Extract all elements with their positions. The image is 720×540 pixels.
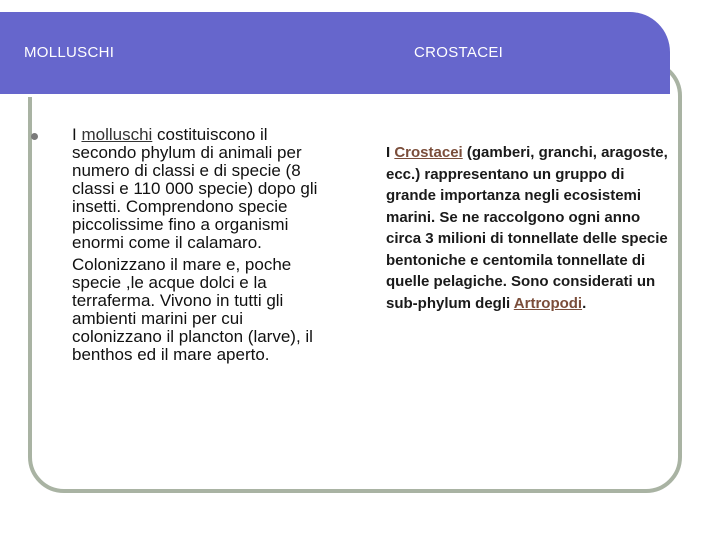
artropodi-link[interactable]: Artropodi	[513, 294, 583, 312]
crostacei-column	[386, 142, 676, 314]
bullet-icon	[31, 133, 38, 140]
crostacei-intro: I	[386, 144, 395, 161]
molluschi-intro: I	[72, 125, 82, 144]
crostacei-link[interactable]: Crostacei	[394, 144, 463, 161]
header-divider	[28, 94, 668, 97]
header-title-crostacei: CROSTACEI	[414, 44, 504, 61]
molluschi-text-1: costituiscono il secondo phylum di animali per numero di classi e di specie (8 classi e 110 000 specie) dopo gli insetti. Comprendono specie piccolissime fino a organismi enormi come il calamaro.	[72, 125, 318, 252]
header-title-molluschi: MOLLUSCHI	[24, 44, 115, 61]
crostacei-end: .	[582, 294, 587, 312]
molluschi-link[interactable]: molluschi	[81, 125, 153, 144]
molluschi-column	[30, 126, 336, 364]
crostacei-text-1: (gamberi, granchi, aragoste, ecc.) rappresentano un gruppo di grande importanza negli ecosistemi marini. Se ne raccolgono ogni anno circa 3 milioni di tonnellate delle specie bentoniche e centomila tonnellate di quelle pelagiche. Sono considerati un sub-phylum degli	[386, 144, 668, 312]
molluschi-bullet-item	[30, 126, 336, 252]
molluschi-text-2: Colonizzano il mare e, poche specie ,le acque dolci e la terraferma. Vivono in tutti gli ambienti marini per cui colonizzano il plancton (larve), il benthos ed il mare aperto.	[72, 255, 313, 364]
